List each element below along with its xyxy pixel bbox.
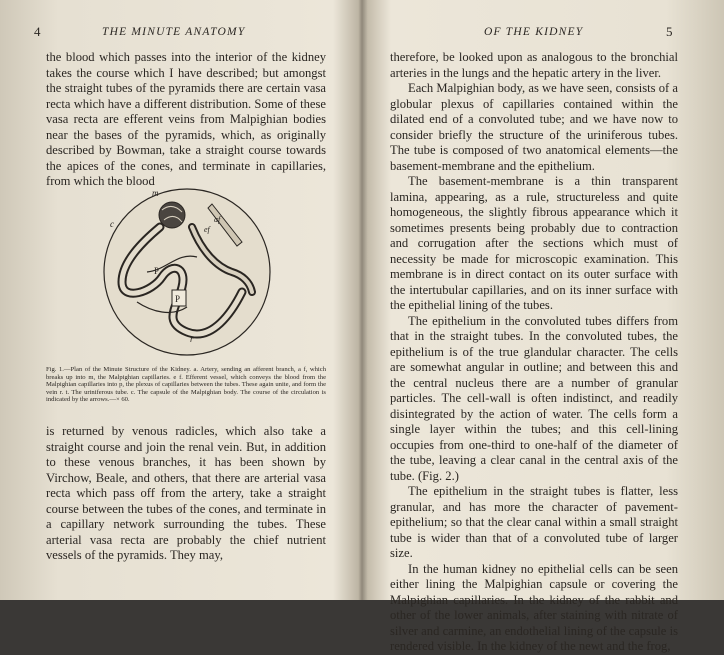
page-number-right: 5 — [666, 24, 673, 39]
paragraph: The basement-membrane is a thin transparent lamina, appearing, as a rule, structureless and quite homogeneous, the slightly fibrous appearance which it sometimes presents being probably due to contraction and corrugation after the sections which must of necessity be made for microscopic examination. This membrane is in direct contact on its outer surface with the intertubular capillaries, and on its inner surface with the epithelial lining of the tubes. — [390, 174, 678, 312]
right-page — [364, 0, 724, 653]
running-head-left: THE MINUTE ANATOMY — [102, 26, 246, 38]
left-page — [0, 0, 360, 600]
page-number-left: 4 — [34, 24, 41, 39]
label-p2: P — [175, 294, 181, 304]
right-body — [390, 50, 678, 655]
label-r: r — [190, 334, 194, 344]
paragraph: In the human kidney no epithelial cells can be seen either lining the Malpighian capsule or covering the Malpighian capillaries. In the kidney of the rabbit and other of the lower animals, after staining with nitrate of silver and carmine, an endothelial lining of the capsule is rendered visible. In the kidney of the newt and the frog, — [390, 561, 678, 653]
figure-caption: Fig. 1.—Plan of the Minute Structure of the Kidney. a. Artery, sending an afferent branch, a f, which breaks up into m, the Malpighian capillaries. e f. Efferent vessel, which conveys the blood from the Malpighian capillaries into p, the plexus of capillaries between the tubes. These again unite, and form the vein r. t. The uriniferous tube. c. The capsule of the Malpighian body. The course of the circulation is indicated by the arrows.—× 60. — [46, 366, 326, 404]
label-p1: P — [154, 266, 160, 276]
label-c: c — [110, 219, 114, 229]
left-paragraph-bottom: is returned by venous radicles, which also take a straight course and join the renal vein. But, in addition to these venous branches, it has been shown by Virchow, Beale, and others, that there are arterial vasa recta which pass off from the artery, take a straight course between the tubes of the cones, and terminate in a capillary network surrounding the tubes. These arterial vasa recta are probably the chief nutrient vessels of the pyramids. They may, — [46, 424, 326, 562]
label-ef: ef — [204, 225, 210, 234]
paragraph: The epithelium in the straight tubes is flatter, less granular, and has more the character of pavement-epithelium; so that the clear canal within a small straight tube is wider than that of a convoluted tube of larger size. — [390, 484, 678, 560]
paragraph: therefore, be looked upon as analogous to the bronchial arteries in the lungs and the hepatic artery in the liver. — [390, 50, 678, 80]
left-paragraph-top: the blood which passes into the interior of the kidney takes the course which I have described; but amongst the straight tubes of the pyramids there are certain vasa recta which have a different distribution. Some of these vasa recta are efferent veins from Malpighian bodies near the bases of the pyramids, which, as originally described by Bowman, take a straight course towards the apices of the cones, and terminate in capillaries, from which the blood — [46, 50, 326, 188]
paragraph: Each Malpighian body, as we have seen, consists of a globular plexus of capillaries contained within the dilated end of a convoluted tube; and we have now to consider briefly the structure of the uriniferous tubes. The tube is composed of two anatomical elements—the basement-membrane and the epithelium. — [390, 81, 678, 173]
label-m: m — [152, 188, 159, 198]
running-head-right: OF THE KIDNEY — [484, 26, 584, 38]
label-af: af — [214, 215, 221, 224]
paragraph: The epithelium in the convoluted tubes differs from that in the straight tubes. In the convoluted tubes, the epithelium is of the true glandular character. The cells are somewhat angular in outline; and between this and the central nucleus there are a number of granular particles. The cell-wall is often indistinct, and readily disintegrated by the action of water. The cells form a single layer within the tubes; and this cell-lining occupies from one-third to one-half of the diameter of the tube, leaving a clear canal in the central axis of the tube. (Fig. 2.) — [390, 313, 678, 483]
kidney-structure-figure — [92, 182, 282, 362]
